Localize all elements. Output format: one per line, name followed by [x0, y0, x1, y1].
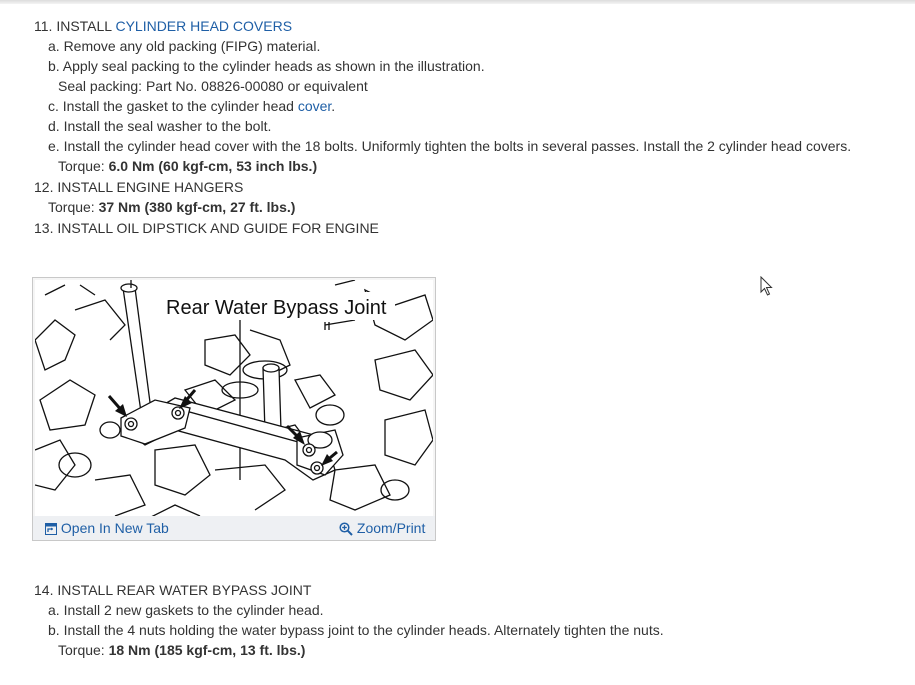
step-11b: b. Apply seal packing to the cylinder heads as shown in the illustration. [48, 58, 485, 74]
torque-label: Torque: [58, 158, 109, 174]
step-14b: b. Install the 4 nuts holding the water bypass joint to the cylinder heads. Alternately tighten the nuts. [48, 622, 664, 638]
illustration-toolbar [33, 516, 435, 540]
step-11c [48, 97, 335, 115]
step-11-heading [34, 17, 292, 35]
mouse-cursor-icon [760, 276, 774, 296]
top-divider [0, 0, 915, 4]
zoom-print-button[interactable] [339, 519, 425, 537]
cover-link[interactable]: cover [297, 98, 332, 114]
zoom-icon [339, 522, 353, 536]
open-new-tab-label: Open In New Tab [60, 520, 169, 536]
step-12-torque [48, 198, 295, 216]
cylinder-head-covers-link[interactable]: CYLINDER HEAD COVERS [115, 18, 293, 34]
torque-label: Torque: [58, 642, 109, 658]
torque-value: 37 Nm (380 kgf-cm, 27 ft. lbs.) [98, 199, 296, 215]
illustration-panel [32, 277, 436, 541]
torque-value: 18 Nm (185 kgf-cm, 13 ft. lbs.) [108, 642, 306, 658]
step-11c-suffix: . [331, 98, 336, 114]
step-11c-text: c. Install the gasket to the cylinder head [48, 98, 298, 114]
engine-drawing [35, 280, 433, 516]
step-11a: a. Remove any old packing (FIPG) material. [48, 38, 321, 54]
step-14-torque [58, 641, 305, 659]
step-11-torque [58, 157, 317, 175]
open-new-tab-icon [45, 523, 57, 535]
open-new-tab-button[interactable] [45, 519, 169, 537]
step-11-prefix: 11. INSTALL [34, 18, 116, 34]
figure-label: Rear Water Bypass Joint [166, 297, 387, 319]
step-12-heading: 12. INSTALL ENGINE HANGERS [34, 179, 244, 195]
zoom-print-label: Zoom/Print [356, 520, 426, 536]
torque-value: 6.0 Nm (60 kgf-cm, 53 inch lbs.) [108, 158, 318, 174]
step-11e: e. Install the cylinder head cover with the 18 bolts. Uniformly tighten the bolts in several passes. Install the 2 cylinder head covers. [48, 138, 852, 154]
step-11d: d. Install the seal washer to the bolt. [48, 118, 272, 134]
step-14-heading: 14. INSTALL REAR WATER BYPASS JOINT [34, 582, 312, 598]
step-11b-note: Seal packing: Part No. 08826-00080 or equivalent [58, 78, 368, 94]
torque-label: Torque: [48, 199, 99, 215]
step-14a: a. Install 2 new gaskets to the cylinder head. [48, 602, 324, 618]
step-13-heading: 13. INSTALL OIL DIPSTICK AND GUIDE FOR ENGINE [34, 220, 379, 236]
engine-illustration[interactable] [35, 280, 433, 516]
